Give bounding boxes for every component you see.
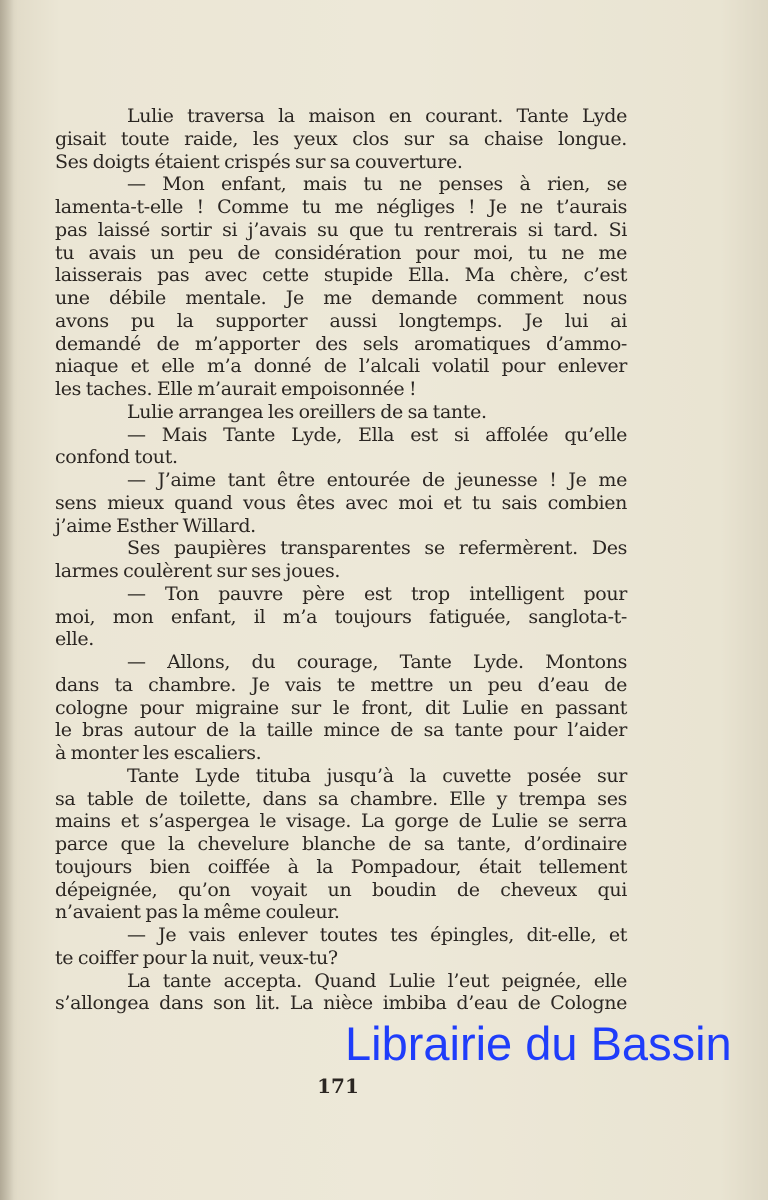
- text-line: s’allongea dans son lit. La nièce imbiba d’eau de Cologne: [55, 992, 627, 1015]
- text-line: pas laissé sortir si j’avais su que tu rentrerais si tard. Si: [55, 218, 627, 241]
- text-line: larmes coulèrent sur ses joues.: [55, 560, 341, 582]
- text-line: j’aime Esther Willard.: [55, 514, 256, 537]
- page-gutter-shadow: [0, 0, 14, 1200]
- text-line: dans ta chambre. Je vais te mettre un peu d’eau de: [55, 673, 627, 696]
- text-line: n’avaient pas la même couleur.: [55, 901, 340, 924]
- text-line: gisait toute raide, les yeux clos sur sa chaise longue.: [55, 127, 627, 150]
- text-line: dépeignée, qu’on voyait un boudin de cheveux qui: [55, 878, 627, 901]
- text-line: à monter les escaliers.: [55, 742, 262, 764]
- text-line: — Mon enfant, mais tu ne penses à rien, se: [127, 173, 627, 196]
- text-line: Tante Lyde tituba jusqu’à la cuvette posée sur: [127, 764, 627, 787]
- text-line: — J’aime tant être entourée de jeunesse ! Je me: [127, 469, 627, 491]
- text-line: Lulie arrangea les oreillers de sa tante.: [127, 400, 487, 423]
- text-line: — Ton pauvre père est trop intelligent pour: [127, 582, 627, 605]
- text-line: le bras autour de la taille mince de sa tante pour l’aider: [55, 719, 627, 742]
- text-line: toujours bien coiffée à la Pompadour, était tellement: [55, 855, 627, 878]
- text-line: demandé de m’apporter des sels aromatiques d’ammo-: [55, 332, 627, 355]
- text-line: La tante accepta. Quand Lulie l’eut peignée, elle: [127, 969, 627, 992]
- text-line: elle.: [55, 628, 94, 651]
- text-line: tu avais un peu de considération pour moi, tu ne me: [55, 241, 627, 264]
- page-number: 171: [317, 1074, 359, 1098]
- text-line: mains et s’aspergea le visage. La gorge de Lulie se serra: [55, 810, 627, 833]
- text-line: Ses doigts étaient crispés sur sa couverture.: [55, 150, 463, 173]
- text-line: sa table de toilette, dans sa chambre. Elle y trempa ses: [55, 787, 627, 810]
- text-line: une débile mentale. Je me demande comment nous: [55, 287, 627, 309]
- text-line: te coiffer pour la nuit, veux-tu?: [55, 946, 338, 969]
- text-line: confond tout.: [55, 446, 178, 469]
- text-line: lamenta-t-elle ! Comme tu me négliges ! Je ne t’aurais: [55, 196, 627, 218]
- text-line: Ses paupières transparentes se refermèrent. Des: [127, 537, 627, 560]
- text-line: laisserais pas avec cette stupide Ella. Ma chère, c’est: [55, 264, 627, 287]
- text-line: sens mieux quand vous êtes avec moi et tu sais combien: [55, 491, 627, 514]
- text-line: cologne pour migraine sur le front, dit Lulie en passant: [55, 696, 627, 719]
- text-line: les taches. Elle m’aurait empoisonnée !: [55, 378, 417, 400]
- text-line: niaque et elle m’a donné de l’alcali volatil pour enlever: [55, 355, 627, 378]
- text-line: — Je vais enlever toutes tes épingles, dit-elle, et: [127, 924, 627, 946]
- text-line: moi, mon enfant, il m’a toujours fatiguée, sanglota-t-: [55, 605, 627, 628]
- watermark: Librairie du Bassin: [345, 1017, 732, 1070]
- text-line: avons pu la supporter aussi longtemps. Je lui ai: [55, 309, 627, 332]
- text-line: parce que la chevelure blanche de sa tante, d’ordinaire: [55, 833, 627, 855]
- text-line: — Mais Tante Lyde, Ella est si affolée qu’elle: [127, 423, 627, 446]
- body-text: [55, 105, 627, 1015]
- text-line: Lulie traversa la maison en courant. Tante Lyde: [127, 105, 627, 127]
- text-line: — Allons, du courage, Tante Lyde. Montons: [127, 651, 627, 673]
